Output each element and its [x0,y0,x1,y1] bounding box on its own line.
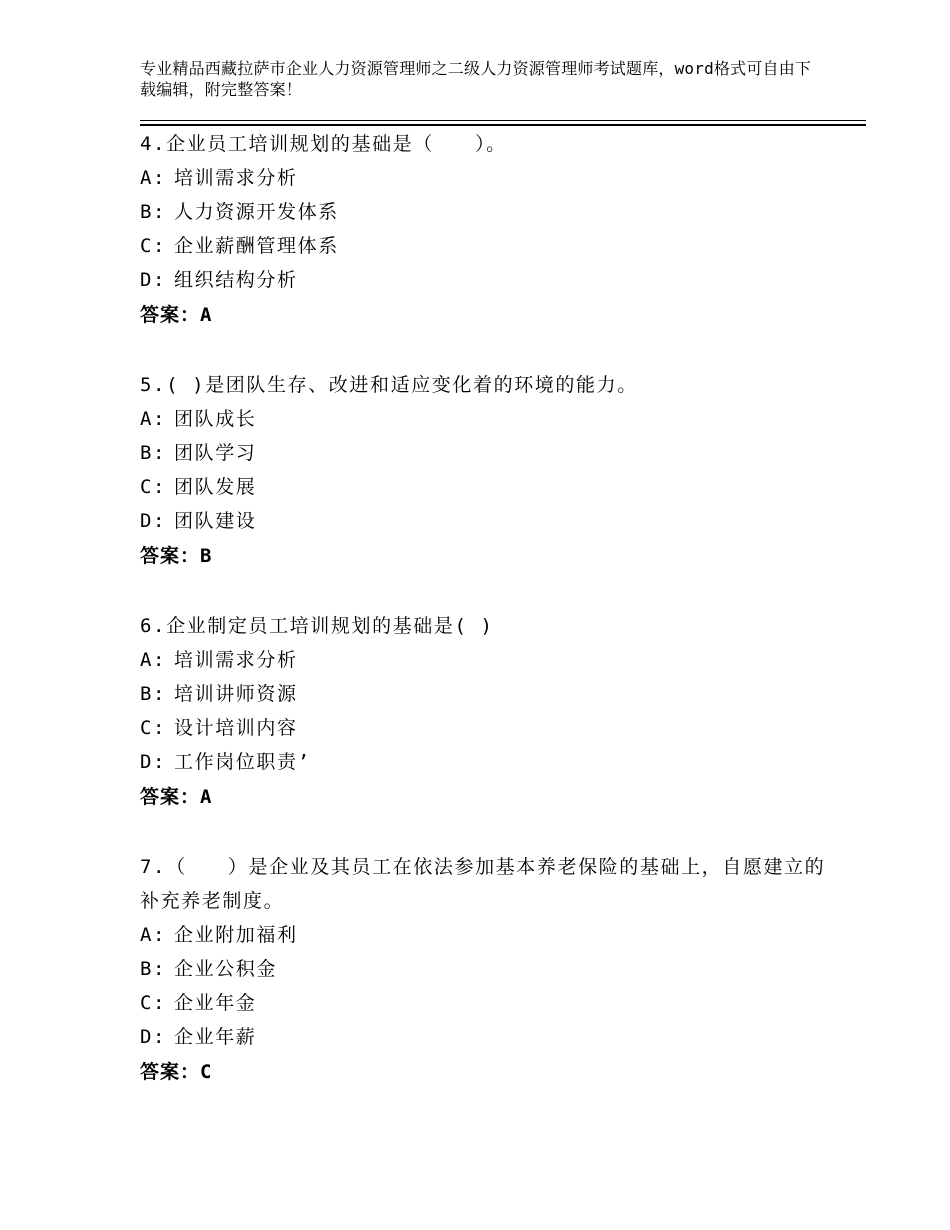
option-text: 培训讲师资源 [174,683,298,705]
answer-label: 答案： [140,786,201,808]
option-key: B: [140,442,167,464]
answer-line [140,779,840,815]
option-key: C: [140,476,167,498]
option-a [140,161,840,195]
option-text: 团队建设 [174,510,257,532]
question-list [140,127,840,1125]
option-text: 工作岗位职责’ [174,751,311,773]
question-item [140,609,840,815]
option-key: B: [140,958,167,980]
option-d [140,263,840,297]
option-c [140,986,840,1020]
option-text: 团队发展 [174,476,257,498]
question-item [140,127,840,333]
answer-value: A [200,304,213,326]
answer-line [140,538,840,574]
option-key: A: [140,649,167,671]
header-rule-thick [140,124,866,126]
question-item [140,368,840,574]
option-text: 培训需求分析 [174,167,298,189]
option-key: D: [140,510,167,532]
question-text: 4.企业员工培训规划的基础是（ ）。 [140,133,507,155]
answer-label: 答案： [140,304,201,326]
option-d [140,1020,840,1054]
option-text: 企业年金 [174,992,257,1014]
option-text: 企业薪酬管理体系 [174,235,339,257]
option-a [140,643,840,677]
question-item [140,850,840,1090]
option-key: D: [140,269,167,291]
option-key: A: [140,924,167,946]
option-b [140,952,840,986]
answer-value: A [200,786,213,808]
option-d [140,504,840,538]
answer-label: 答案： [140,1061,201,1083]
option-text: 团队学习 [174,442,257,464]
answer-value: B [200,545,213,567]
option-d [140,745,840,779]
option-b [140,195,840,229]
option-b [140,436,840,470]
option-text: 团队成长 [174,408,257,430]
option-key: C: [140,235,167,257]
option-text: 组织结构分析 [174,269,298,291]
option-key: A: [140,408,167,430]
option-text: 企业公积金 [174,958,278,980]
question-text: 7.（ ）是企业及其员工在依法参加基本养老保险的基础上，自愿建立的补充养老制度。 [140,856,826,912]
option-key: B: [140,201,167,223]
option-b [140,677,840,711]
option-key: A: [140,167,167,189]
answer-line [140,1054,840,1090]
option-c [140,470,840,504]
option-a [140,402,840,436]
question-text: 6.企业制定员工培训规划的基础是( ) [140,615,494,637]
option-c [140,711,840,745]
answer-value: C [200,1061,213,1083]
answer-line [140,297,840,333]
option-a [140,918,840,952]
option-key: C: [140,992,167,1014]
header-rule-thin [140,120,866,121]
option-c [140,229,840,263]
option-key: D: [140,1026,167,1048]
option-key: B: [140,683,167,705]
question-text: 5.( )是团队生存、改进和适应变化着的环境的能力。 [140,374,638,396]
option-key: C: [140,717,167,739]
page-header: 专业精品西藏拉萨市企业人力资源管理师之二级人力资源管理师考试题库，word格式可自由下载编辑，附完整答案！ [140,59,812,99]
option-text: 企业年薪 [174,1026,257,1048]
option-key: D: [140,751,167,773]
answer-label: 答案： [140,545,201,567]
option-text: 企业附加福利 [174,924,298,946]
option-text: 设计培训内容 [174,717,298,739]
option-text: 培训需求分析 [174,649,298,671]
option-text: 人力资源开发体系 [174,201,339,223]
